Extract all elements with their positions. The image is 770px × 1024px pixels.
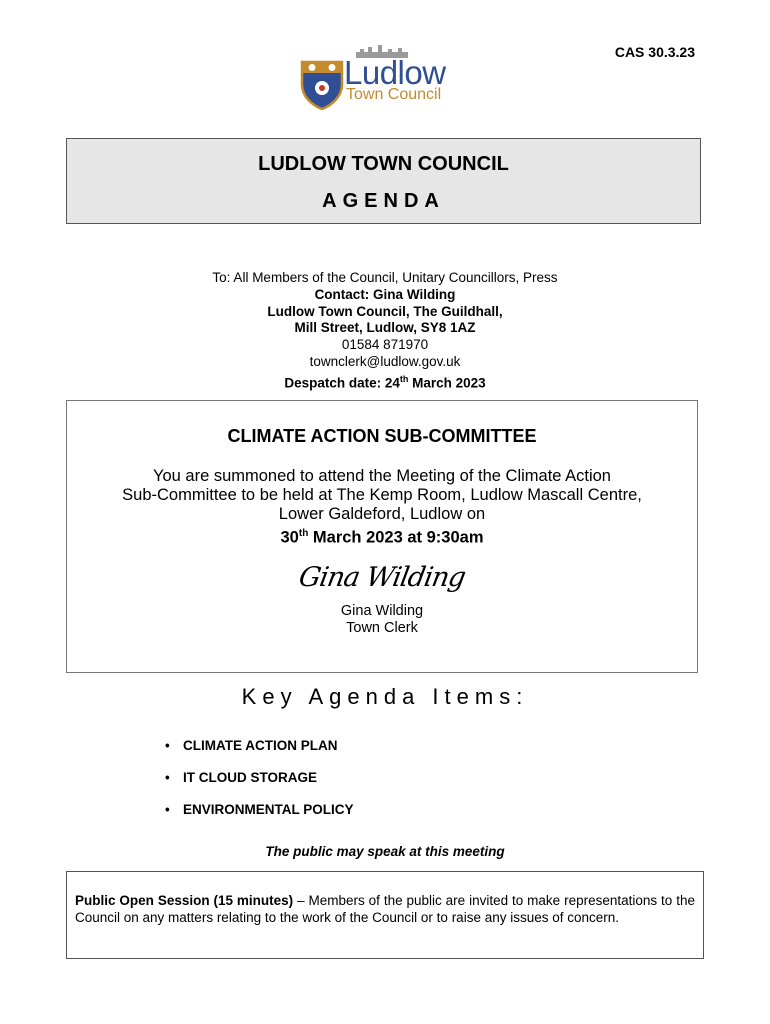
committee-title: CLIMATE ACTION SUB-COMMITTEE [227,426,537,446]
email-address[interactable]: townclerk@ludlow.gov.uk [309,353,461,369]
signatory-title: Town Clerk [346,619,418,636]
contact-person: Contact: Gina Wilding [314,286,456,302]
agenda-title: AGENDA [322,190,445,212]
signatory [67,603,697,637]
list-item: • CLIMATE ACTION PLAN [165,738,338,753]
open-session-label: Public Open Session (15 minutes) [75,893,294,908]
bullet-icon: • [165,802,170,817]
signature: Gina Wilding [296,561,468,593]
council-title: LUDLOW TOWN COUNCIL [258,153,509,175]
summons-text: You are summoned to attend the Meeting of the Climate Action Sub-Committee to be held at The Kemp Room, Ludlow Mascall Centre, Lower Galdeford, Ludlow on 30th March 2023 at 9:30am [67,467,697,548]
bullet-icon: • [165,770,170,785]
contact-block [0,270,770,392]
bullet-icon: • [165,738,170,753]
phone-number: 01584 871970 [341,337,429,353]
list-item: • ENVIRONMENTAL POLICY [165,802,354,817]
public-note: The public may speak at this meeting [265,844,505,859]
document-reference: CAS 30.3.23 [614,44,695,60]
despatch-date: Despatch date: 24th March 2023 [284,373,486,391]
meeting-date: 30th March 2023 at 9:30am [280,528,484,547]
key-agenda-heading: Key Agenda Items: [241,684,529,709]
open-session-text: – Members of the public are invited to make representations to the Council on any matters relating to the work of the Council or to raise any issues of concern. [75,893,695,925]
signatory-name: Gina Wilding [340,602,424,619]
council-logo [300,44,470,106]
address-line-1: Ludlow Town Council, The Guildhall, [267,303,503,319]
logo-subname: Town Council [346,86,442,103]
crest-icon [300,58,344,110]
key-items-list [165,738,354,834]
recipients: To: All Members of the Council, Unitary Councillors, Press [212,270,558,285]
summons-box [66,400,698,673]
address-line-2: Mill Street, Ludlow, SY8 1AZ [294,320,476,336]
public-open-session-box [66,871,704,959]
logo-name: Ludlow [344,54,446,91]
agenda-header [66,138,701,224]
list-item: • IT CLOUD STORAGE [165,770,318,785]
